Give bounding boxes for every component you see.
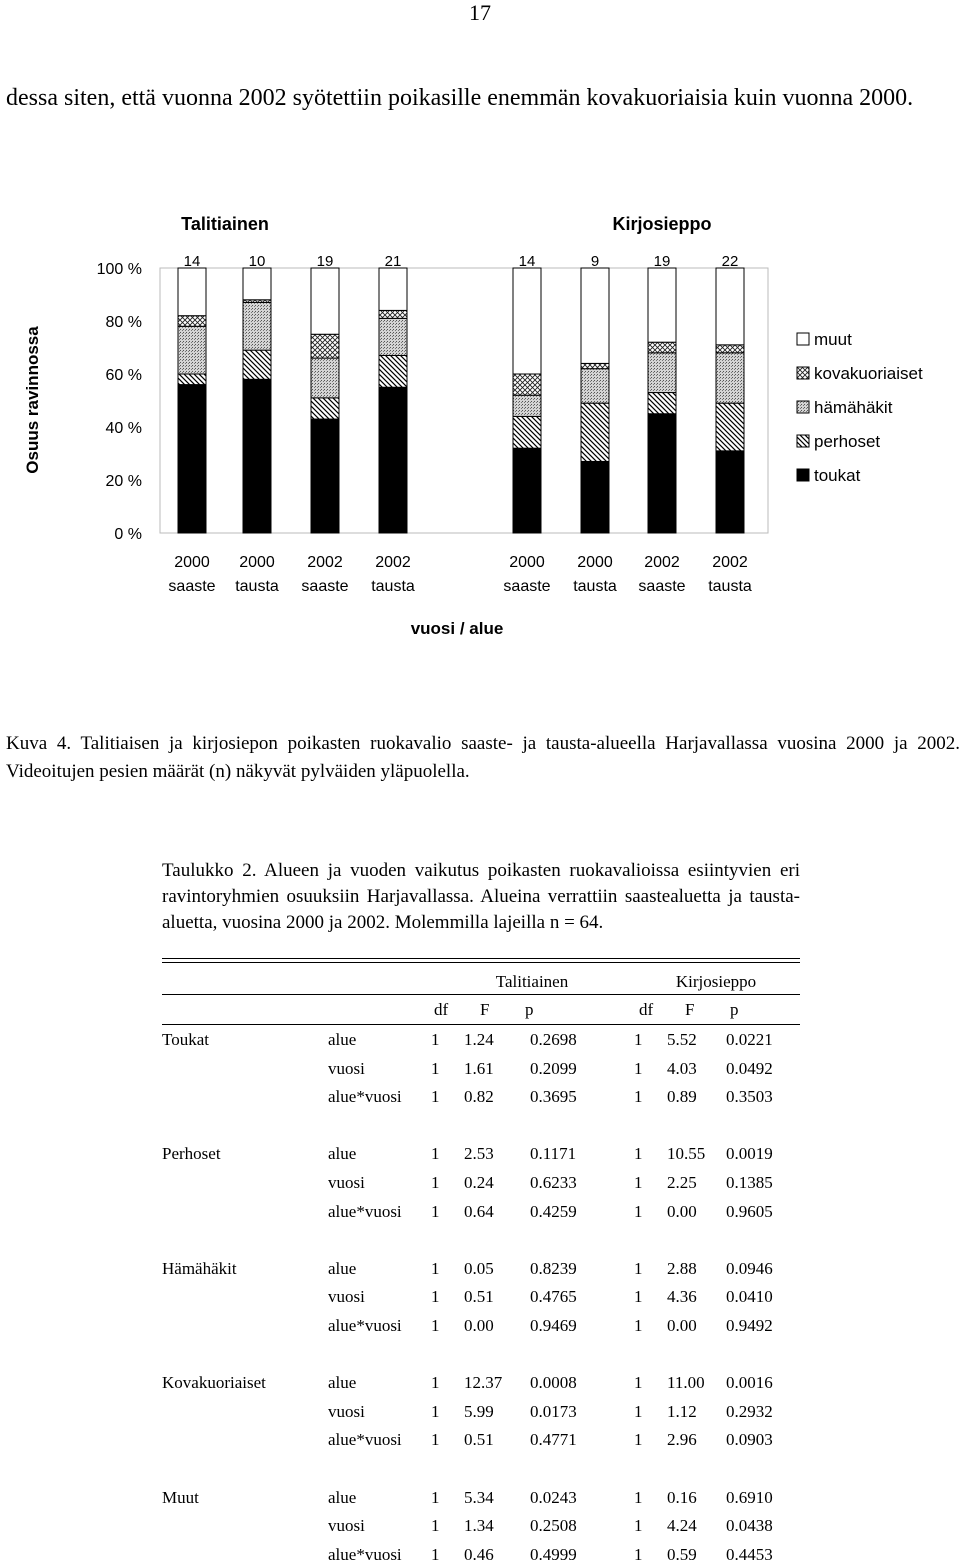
table-value: 0.4765 xyxy=(530,1287,577,1307)
x-tick-area: saaste xyxy=(638,578,686,595)
table-value: 1 xyxy=(634,1258,643,1278)
bar-segment-toukat xyxy=(513,448,541,533)
table-value: 2.96 xyxy=(667,1430,697,1450)
table-value: 0.0438 xyxy=(726,1516,773,1536)
table-value: 1 xyxy=(431,1544,440,1564)
table-top-rule xyxy=(162,962,800,963)
table-group-label: Perhoset xyxy=(162,1144,221,1164)
y-tick-label: 100 % xyxy=(96,261,142,278)
legend-label: kovakuoriaiset xyxy=(814,364,923,383)
x-axis-label: vuosi / alue xyxy=(410,619,504,638)
table-value: 0.1171 xyxy=(530,1144,577,1164)
table-value: 0.0016 xyxy=(726,1373,773,1393)
table-value: 0.2099 xyxy=(530,1058,577,1078)
table-value: 0.51 xyxy=(464,1430,494,1450)
table-value: 0.00 xyxy=(667,1316,697,1335)
table-value: 0.9469 xyxy=(530,1316,577,1335)
table-value: 1 xyxy=(634,1316,643,1335)
table-effect-label: alue*vuosi xyxy=(328,1201,402,1221)
table-value: 5.52 xyxy=(667,1030,697,1049)
table-value: 1.34 xyxy=(464,1516,494,1536)
table-value: 2.53 xyxy=(464,1144,494,1164)
bar-segment-muut xyxy=(178,268,206,316)
table-group-label: Hämähäkit xyxy=(162,1258,237,1278)
bar-segment-muut xyxy=(581,268,609,363)
legend-swatch-muut xyxy=(797,333,809,345)
table-value: 1 xyxy=(431,1201,440,1221)
table-value: 0.46 xyxy=(464,1544,494,1564)
table-value: 0.51 xyxy=(464,1287,494,1307)
x-tick-year: 2000 xyxy=(577,554,613,571)
table-value: 1.24 xyxy=(464,1030,494,1049)
table-value: 0.0492 xyxy=(726,1058,773,1078)
table-value: 1 xyxy=(634,1430,643,1450)
table-value: 0.0410 xyxy=(726,1287,773,1307)
table-value: 0.82 xyxy=(464,1087,494,1107)
bar-segment-hämähäkit xyxy=(311,358,339,398)
species-header: Talitiainen xyxy=(495,972,569,991)
bar-n-label: 9 xyxy=(590,253,600,270)
table-value: 0.00 xyxy=(667,1201,697,1221)
y-tick-label: 60 % xyxy=(105,367,142,384)
table-value: 0.4453 xyxy=(726,1544,773,1564)
table-effect-label: alue*vuosi xyxy=(328,1430,402,1450)
table-value: 0.3503 xyxy=(726,1087,773,1107)
table-value: 2.25 xyxy=(667,1173,697,1192)
table-value: 0.24 xyxy=(464,1173,494,1192)
table-value: 1 xyxy=(431,1030,440,1049)
table-value: 1 xyxy=(634,1058,643,1078)
bar-segment-toukat xyxy=(648,414,676,533)
table-value: 1 xyxy=(431,1058,440,1078)
bar-segment-hämähäkit xyxy=(581,369,609,403)
table-value: 1 xyxy=(431,1287,440,1307)
bar-segment-kovakuoriaiset xyxy=(178,316,206,327)
column-header: df xyxy=(434,1000,449,1019)
bar-segment-toukat xyxy=(178,385,206,533)
x-tick-area: tausta xyxy=(708,578,752,595)
table-value: 1 xyxy=(431,1487,440,1507)
x-tick-year: 2002 xyxy=(712,554,748,571)
table-value: 0.4771 xyxy=(530,1430,577,1450)
table-value: 1.12 xyxy=(667,1401,697,1421)
table-effect-label: alue xyxy=(328,1258,357,1278)
bar-segment-muut xyxy=(716,268,744,345)
legend-label: hämähäkit xyxy=(814,398,893,417)
x-tick-area: saaste xyxy=(168,578,216,595)
table-effect-label: vuosi xyxy=(328,1058,365,1078)
table-effect-label: vuosi xyxy=(328,1287,365,1307)
bar-segment-perhoset xyxy=(716,403,744,451)
bar-segment-hämähäkit xyxy=(648,353,676,393)
x-tick-area: tausta xyxy=(371,578,415,595)
table-value: 0.89 xyxy=(667,1087,697,1107)
bar-segment-toukat xyxy=(311,419,339,533)
table-value: 1 xyxy=(431,1316,440,1335)
table-value: 0.4999 xyxy=(530,1544,577,1564)
intro-paragraph: dessa siten, että vuonna 2002 syötettiin poikasille enemmän kovakuoriaisia kuin vuonna 2000. xyxy=(6,85,914,111)
bar-n-label: 19 xyxy=(316,253,334,270)
bar-segment-kovakuoriaiset xyxy=(581,363,609,368)
table-value: 0.1385 xyxy=(726,1173,773,1192)
species-header: Kirjosieppo xyxy=(675,972,757,991)
table-effect-label: alue xyxy=(328,1487,357,1507)
table-effect-label: alue xyxy=(328,1030,357,1049)
group-title: Talitiainen xyxy=(181,214,269,234)
table-value: 11.00 xyxy=(667,1373,705,1393)
table-value: 0.3695 xyxy=(530,1087,577,1107)
table-title: Taulukko 2. Alueen ja vuoden vaikutus poikasten ruokavalioissa esiintyvien eri ravintoryhmien osuuksiin Harjavallassa. Alueina verrattiin saastealuetta ja tausta-aluetta, vuosina 2000 ja 2002. Molemmilla lajeilla n = 64. xyxy=(162,860,800,933)
table-effect-label: alue*vuosi xyxy=(328,1544,402,1564)
table-effect-label: alue xyxy=(328,1144,357,1164)
bar-n-label: 14 xyxy=(518,253,536,270)
table-value: 1 xyxy=(431,1258,440,1278)
table-value: 1 xyxy=(634,1144,643,1164)
bar-segment-toukat xyxy=(379,387,407,533)
table-effect-label: vuosi xyxy=(328,1401,365,1421)
bar-segment-toukat xyxy=(581,461,609,533)
table-value: 2.88 xyxy=(667,1258,697,1278)
table-value: 0.0019 xyxy=(726,1144,773,1164)
table-effect-label: alue*vuosi xyxy=(328,1087,402,1107)
column-header: p xyxy=(525,1000,534,1019)
bar-n-label: 21 xyxy=(384,253,402,270)
table-value: 0.59 xyxy=(667,1544,697,1564)
bar-segment-muut xyxy=(243,268,271,300)
x-tick-area: saaste xyxy=(503,578,551,595)
table-value: 1 xyxy=(431,1401,440,1421)
legend-label: toukat xyxy=(814,466,861,485)
table-value: 1 xyxy=(634,1401,643,1421)
legend-swatch-kovakuoriaiset xyxy=(797,367,809,379)
table-group-label: Muut xyxy=(162,1487,199,1507)
table-value: 1 xyxy=(431,1173,440,1192)
bar-segment-perhoset xyxy=(311,398,339,419)
table-value: 1 xyxy=(634,1173,643,1192)
bar-segment-kovakuoriaiset xyxy=(716,345,744,353)
x-tick-year: 2000 xyxy=(239,554,275,571)
bar-segment-perhoset xyxy=(648,393,676,414)
table-value: 0.0243 xyxy=(530,1487,577,1507)
table-header-rule xyxy=(162,994,800,995)
bar-segment-kovakuoriaiset xyxy=(513,374,541,395)
bar-segment-muut xyxy=(311,268,339,334)
table-effect-label: vuosi xyxy=(328,1173,365,1192)
table-value: 0.9605 xyxy=(726,1201,773,1221)
table-value: 4.03 xyxy=(667,1058,697,1078)
table-value: 0.8239 xyxy=(530,1258,577,1278)
y-tick-label: 0 % xyxy=(114,526,142,543)
table-value: 0.64 xyxy=(464,1201,494,1221)
bar-segment-perhoset xyxy=(178,374,206,385)
table-value: 10.55 xyxy=(667,1144,706,1164)
table-value: 4.36 xyxy=(667,1287,697,1307)
bar-segment-perhoset xyxy=(379,355,407,387)
table-value: 1 xyxy=(431,1144,440,1164)
bar-segment-hämähäkit xyxy=(716,353,744,403)
bar-segment-kovakuoriaiset xyxy=(379,310,407,318)
table-value: 0.00 xyxy=(464,1316,494,1335)
table-value: 5.34 xyxy=(464,1487,494,1507)
table-top-rule xyxy=(162,958,800,959)
bar-n-label: 10 xyxy=(248,253,266,270)
y-tick-label: 40 % xyxy=(105,420,142,437)
bar-segment-perhoset xyxy=(513,416,541,448)
legend-label: perhoset xyxy=(814,432,881,451)
table-value: 0.6233 xyxy=(530,1173,577,1192)
table-value: 0.0946 xyxy=(726,1258,773,1278)
table-value: 1 xyxy=(634,1487,643,1507)
table-value: 12.37 xyxy=(464,1373,503,1393)
figure-caption: Kuva 4. Talitiaisen ja kirjosiepon poikasten ruokavalio saaste- ja tausta-alueella Harjavallassa vuosina 2000 ja 2002. Videoitujen pesien määrät (n) näkyvät pylväiden yläpuolella. xyxy=(6,733,960,782)
table-value: 1 xyxy=(634,1287,643,1307)
table-value: 1 xyxy=(634,1544,643,1564)
table-effect-label: alue xyxy=(328,1373,357,1393)
bar-segment-toukat xyxy=(243,379,271,533)
column-header: p xyxy=(730,1000,739,1019)
bar-segment-muut xyxy=(513,268,541,374)
bar-segment-hämähäkit xyxy=(379,318,407,355)
x-tick-area: tausta xyxy=(573,578,617,595)
bar-segment-hämähäkit xyxy=(243,302,271,350)
bar-segment-perhoset xyxy=(243,350,271,379)
table-group-label: Toukat xyxy=(162,1030,209,1049)
table-value: 1 xyxy=(634,1087,643,1107)
table-value: 0.16 xyxy=(667,1487,697,1507)
bar-segment-kovakuoriaiset xyxy=(648,342,676,353)
bar-n-label: 14 xyxy=(183,253,201,270)
x-tick-year: 2000 xyxy=(509,554,545,571)
table-value: 1 xyxy=(634,1201,643,1221)
table-value: 0.2932 xyxy=(726,1401,773,1421)
table-value: 0.4259 xyxy=(530,1201,577,1221)
column-header: F xyxy=(480,1000,490,1019)
table-value: 0.2698 xyxy=(530,1030,577,1049)
bar-segment-kovakuoriaiset xyxy=(311,334,339,358)
table-value: 1 xyxy=(431,1087,440,1107)
table-group-label: Kovakuoriaiset xyxy=(162,1373,266,1393)
table-value: 1 xyxy=(634,1516,643,1536)
table-value: 0.9492 xyxy=(726,1316,773,1335)
table-value: 0.0221 xyxy=(726,1030,773,1049)
x-tick-year: 2000 xyxy=(174,554,210,571)
column-header: df xyxy=(639,1000,654,1019)
table-value: 0.0008 xyxy=(530,1373,577,1393)
bar-segment-hämähäkit xyxy=(178,326,206,374)
column-header: F xyxy=(685,1000,695,1019)
table-value: 0.2508 xyxy=(530,1516,577,1536)
table-value: 1 xyxy=(431,1430,440,1450)
bar-segment-perhoset xyxy=(581,403,609,461)
bar-segment-muut xyxy=(648,268,676,342)
table-value: 0.0173 xyxy=(530,1401,577,1421)
bar-segment-muut xyxy=(379,268,407,310)
table-value: 0.6910 xyxy=(726,1487,773,1507)
stacked-bar-chart xyxy=(0,200,960,650)
table-value: 5.99 xyxy=(464,1401,494,1421)
table-value: 1 xyxy=(634,1373,643,1393)
table-value: 1 xyxy=(431,1516,440,1536)
legend-label: muut xyxy=(814,330,852,349)
y-axis-label: Osuus ravinnossa xyxy=(23,326,42,474)
x-tick-year: 2002 xyxy=(375,554,411,571)
bar-segment-hämähäkit xyxy=(513,395,541,416)
y-tick-label: 80 % xyxy=(105,314,142,331)
x-tick-area: saaste xyxy=(301,578,349,595)
table-value: 0.05 xyxy=(464,1258,494,1278)
legend-swatch-hämähäkit xyxy=(797,401,809,413)
legend-swatch-perhoset xyxy=(797,435,809,447)
table-value: 4.24 xyxy=(667,1516,697,1536)
group-title: Kirjosieppo xyxy=(612,214,712,234)
table-effect-label: alue*vuosi xyxy=(328,1316,402,1335)
x-tick-year: 2002 xyxy=(307,554,343,571)
legend-swatch-toukat xyxy=(797,469,809,481)
bar-n-label: 19 xyxy=(653,253,671,270)
table-value: 0.0903 xyxy=(726,1430,773,1450)
page-number: 17 xyxy=(469,0,491,25)
x-tick-area: tausta xyxy=(235,578,279,595)
table-effect-label: vuosi xyxy=(328,1516,365,1536)
table-columns-rule xyxy=(162,1024,800,1025)
x-tick-year: 2002 xyxy=(644,554,680,571)
table-value: 1 xyxy=(431,1373,440,1393)
table-value: 1 xyxy=(634,1030,643,1049)
bar-segment-toukat xyxy=(716,451,744,533)
table-value: 1.61 xyxy=(464,1058,494,1078)
bar-n-label: 22 xyxy=(721,253,739,270)
y-tick-label: 20 % xyxy=(105,473,142,490)
